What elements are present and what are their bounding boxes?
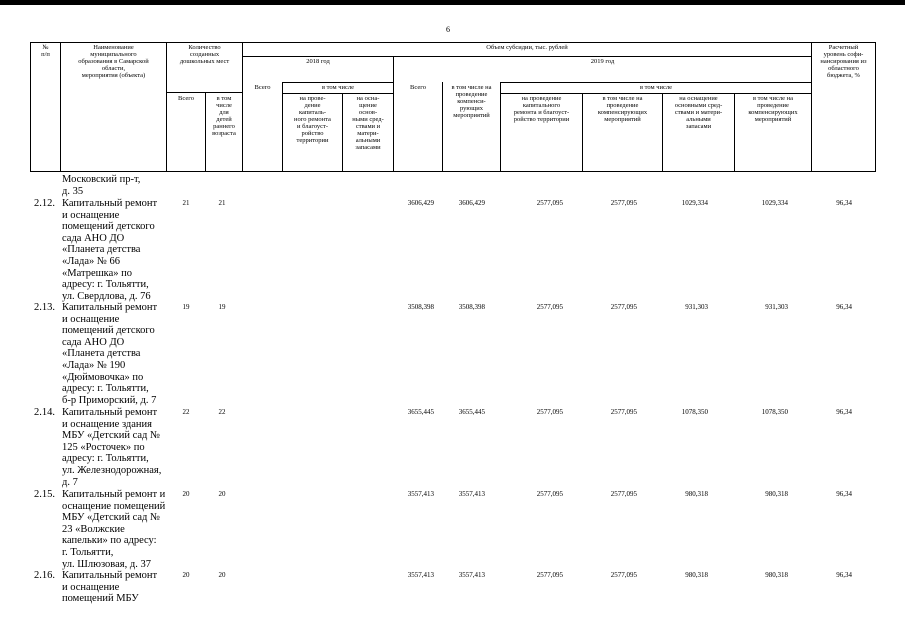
vline	[875, 42, 876, 172]
row-value-t2019c: 3606,429	[458, 199, 485, 207]
row-value-early: 19	[218, 303, 226, 311]
row-name: Капитальный ремонт и оснащение помещений МБУ «Детский сад № 23 «Волжские капельки» по адресу: г. Тольятти, ул. Шлюзовая, д. 37	[62, 489, 166, 570]
header-2018-incl: в том числе	[321, 84, 355, 91]
row-value-eqc: 980,318	[765, 490, 788, 498]
header-name: Наименование муниципального образования в Самарской области, мероприятия (объекта)	[78, 44, 149, 79]
row-value-t2019c: 3557,413	[458, 490, 485, 498]
header-2019-equipment-comp: в том числе на проведение компенсирующих мероприятий	[748, 95, 798, 123]
row-value-capc: 2577,095	[610, 571, 637, 579]
row-value-total: 19	[182, 303, 190, 311]
row-value-t2019c: 3557,413	[458, 571, 485, 579]
row-value-eqc: 1029,334	[761, 199, 788, 207]
row-value-cap: 2577,095	[536, 490, 563, 498]
row-value-early: 21	[218, 199, 226, 207]
page-number: 6	[446, 25, 450, 34]
row-value-capc: 2577,095	[610, 490, 637, 498]
row-value-eq: 980,318	[685, 571, 708, 579]
row-number: 2.14.	[34, 407, 55, 418]
header-2019-total: Всего	[410, 84, 426, 91]
header-places-early: в том числе для детей раннего возраста	[212, 95, 236, 137]
header-rate: Расчетный уровень софи- нансирования из областного бюджета, %	[820, 44, 867, 79]
row-value-capc: 2577,095	[610, 303, 637, 311]
row-value-eqc: 931,303	[765, 303, 788, 311]
row-number: 2.13.	[34, 302, 55, 313]
header-2019-incl: в том числе	[639, 84, 673, 91]
row-value-eq: 980,318	[685, 490, 708, 498]
row-value-total: 20	[182, 490, 190, 498]
header-2019-capital: на проведение капитального ремонта и благоуст- ройство территории	[513, 95, 570, 123]
row-value-capc: 2577,095	[610, 199, 637, 207]
row-value-t2019: 3606,429	[407, 199, 434, 207]
row-value-total: 21	[182, 199, 190, 207]
row-value-early: 22	[218, 408, 226, 416]
row-value-rate: 96,34	[836, 303, 852, 311]
row-name: Капитальный ремонт и оснащение помещений МБУ	[62, 570, 158, 605]
places-sub-line	[166, 92, 242, 93]
row-value-t2019: 3557,413	[407, 490, 434, 498]
row-value-total: 20	[182, 571, 190, 579]
header-2019-capital-comp: в том числе на проведение компенсирующих мероприятий	[597, 95, 648, 123]
header-2019-comp: в том числе на проведение компенси- рующих мероприятий	[451, 84, 492, 119]
header-subsidy: Объем субсидии, тыс. рублей	[486, 44, 568, 51]
row-value-eq: 1029,334	[681, 199, 708, 207]
row-value-t2019c: 3655,445	[458, 408, 485, 416]
row-value-eq: 1078,350	[681, 408, 708, 416]
header-places-total: Всего	[178, 95, 194, 102]
row-value-early: 20	[218, 490, 226, 498]
row-value-cap: 2577,095	[536, 408, 563, 416]
row-value-rate: 96,34	[836, 199, 852, 207]
header-bottom-line	[30, 171, 875, 172]
row-value-t2019: 3557,413	[407, 571, 434, 579]
row-value-t2019: 3508,398	[407, 303, 434, 311]
row-value-capc: 2577,095	[610, 408, 637, 416]
header-2018-capital: на прове- дение капиталь- ного ремонта и благоуст- ройство территории	[294, 95, 331, 144]
row-name: Капитальный ремонт и оснащение здания МБУ «Детский сад № 125 «Росточек» по адресу: г. Тольятти, ул. Железнодорожная, д. 7	[62, 407, 162, 488]
row-number: 2.16.	[34, 570, 55, 581]
header-year-2019: 2019 год	[590, 58, 615, 65]
row-value-rate: 96,34	[836, 408, 852, 416]
row-value-eqc: 980,318	[765, 571, 788, 579]
row-value-eqc: 1078,350	[761, 408, 788, 416]
row-number: 2.12.	[34, 198, 55, 209]
header-places: Количество созданных дошкольных мест	[179, 44, 230, 65]
row-value-total: 22	[182, 408, 190, 416]
row-value-rate: 96,34	[836, 490, 852, 498]
vline	[393, 56, 394, 172]
row-value-eq: 931,303	[685, 303, 708, 311]
header-2019-equipment: на оснащение основными сред- ствами и матери- альными запасами	[674, 95, 723, 130]
row-value-cap: 2577,095	[536, 199, 563, 207]
row-number: 2.15.	[34, 489, 55, 500]
header-no: № п/п	[41, 44, 50, 58]
row-value-cap: 2577,095	[536, 571, 563, 579]
header-year-2018: 2018 год	[306, 58, 330, 65]
row-value-t2019c: 3508,398	[458, 303, 485, 311]
header-2018-total: Всего	[254, 84, 271, 91]
row-value-rate: 96,34	[836, 571, 852, 579]
row-value-early: 20	[218, 571, 226, 579]
page-top-border	[0, 0, 905, 5]
row-name: Капитальный ремонт и оснащение помещений детского сада АНО ДО «Планета детства «Лада» № 66 «Матрешка» по адресу: г. Тольятти, ул. Свердлова, д. 76	[62, 198, 158, 302]
row-value-cap: 2577,095	[536, 303, 563, 311]
row-name: Капитальный ремонт и оснащение помещений детского сада АНО ДО «Планета детства «Лада» № 190 «Дюймовочка» по адресу: г. Тольятти, б-р Приморский, д. 7	[62, 302, 158, 406]
header-2018-equipment: на осна- щение основ- ными сред- ствами и матери- альными запасами	[352, 95, 384, 151]
row-value-t2019: 3655,445	[407, 408, 434, 416]
continuation-text: Московский пр-т, д. 35	[62, 174, 141, 197]
